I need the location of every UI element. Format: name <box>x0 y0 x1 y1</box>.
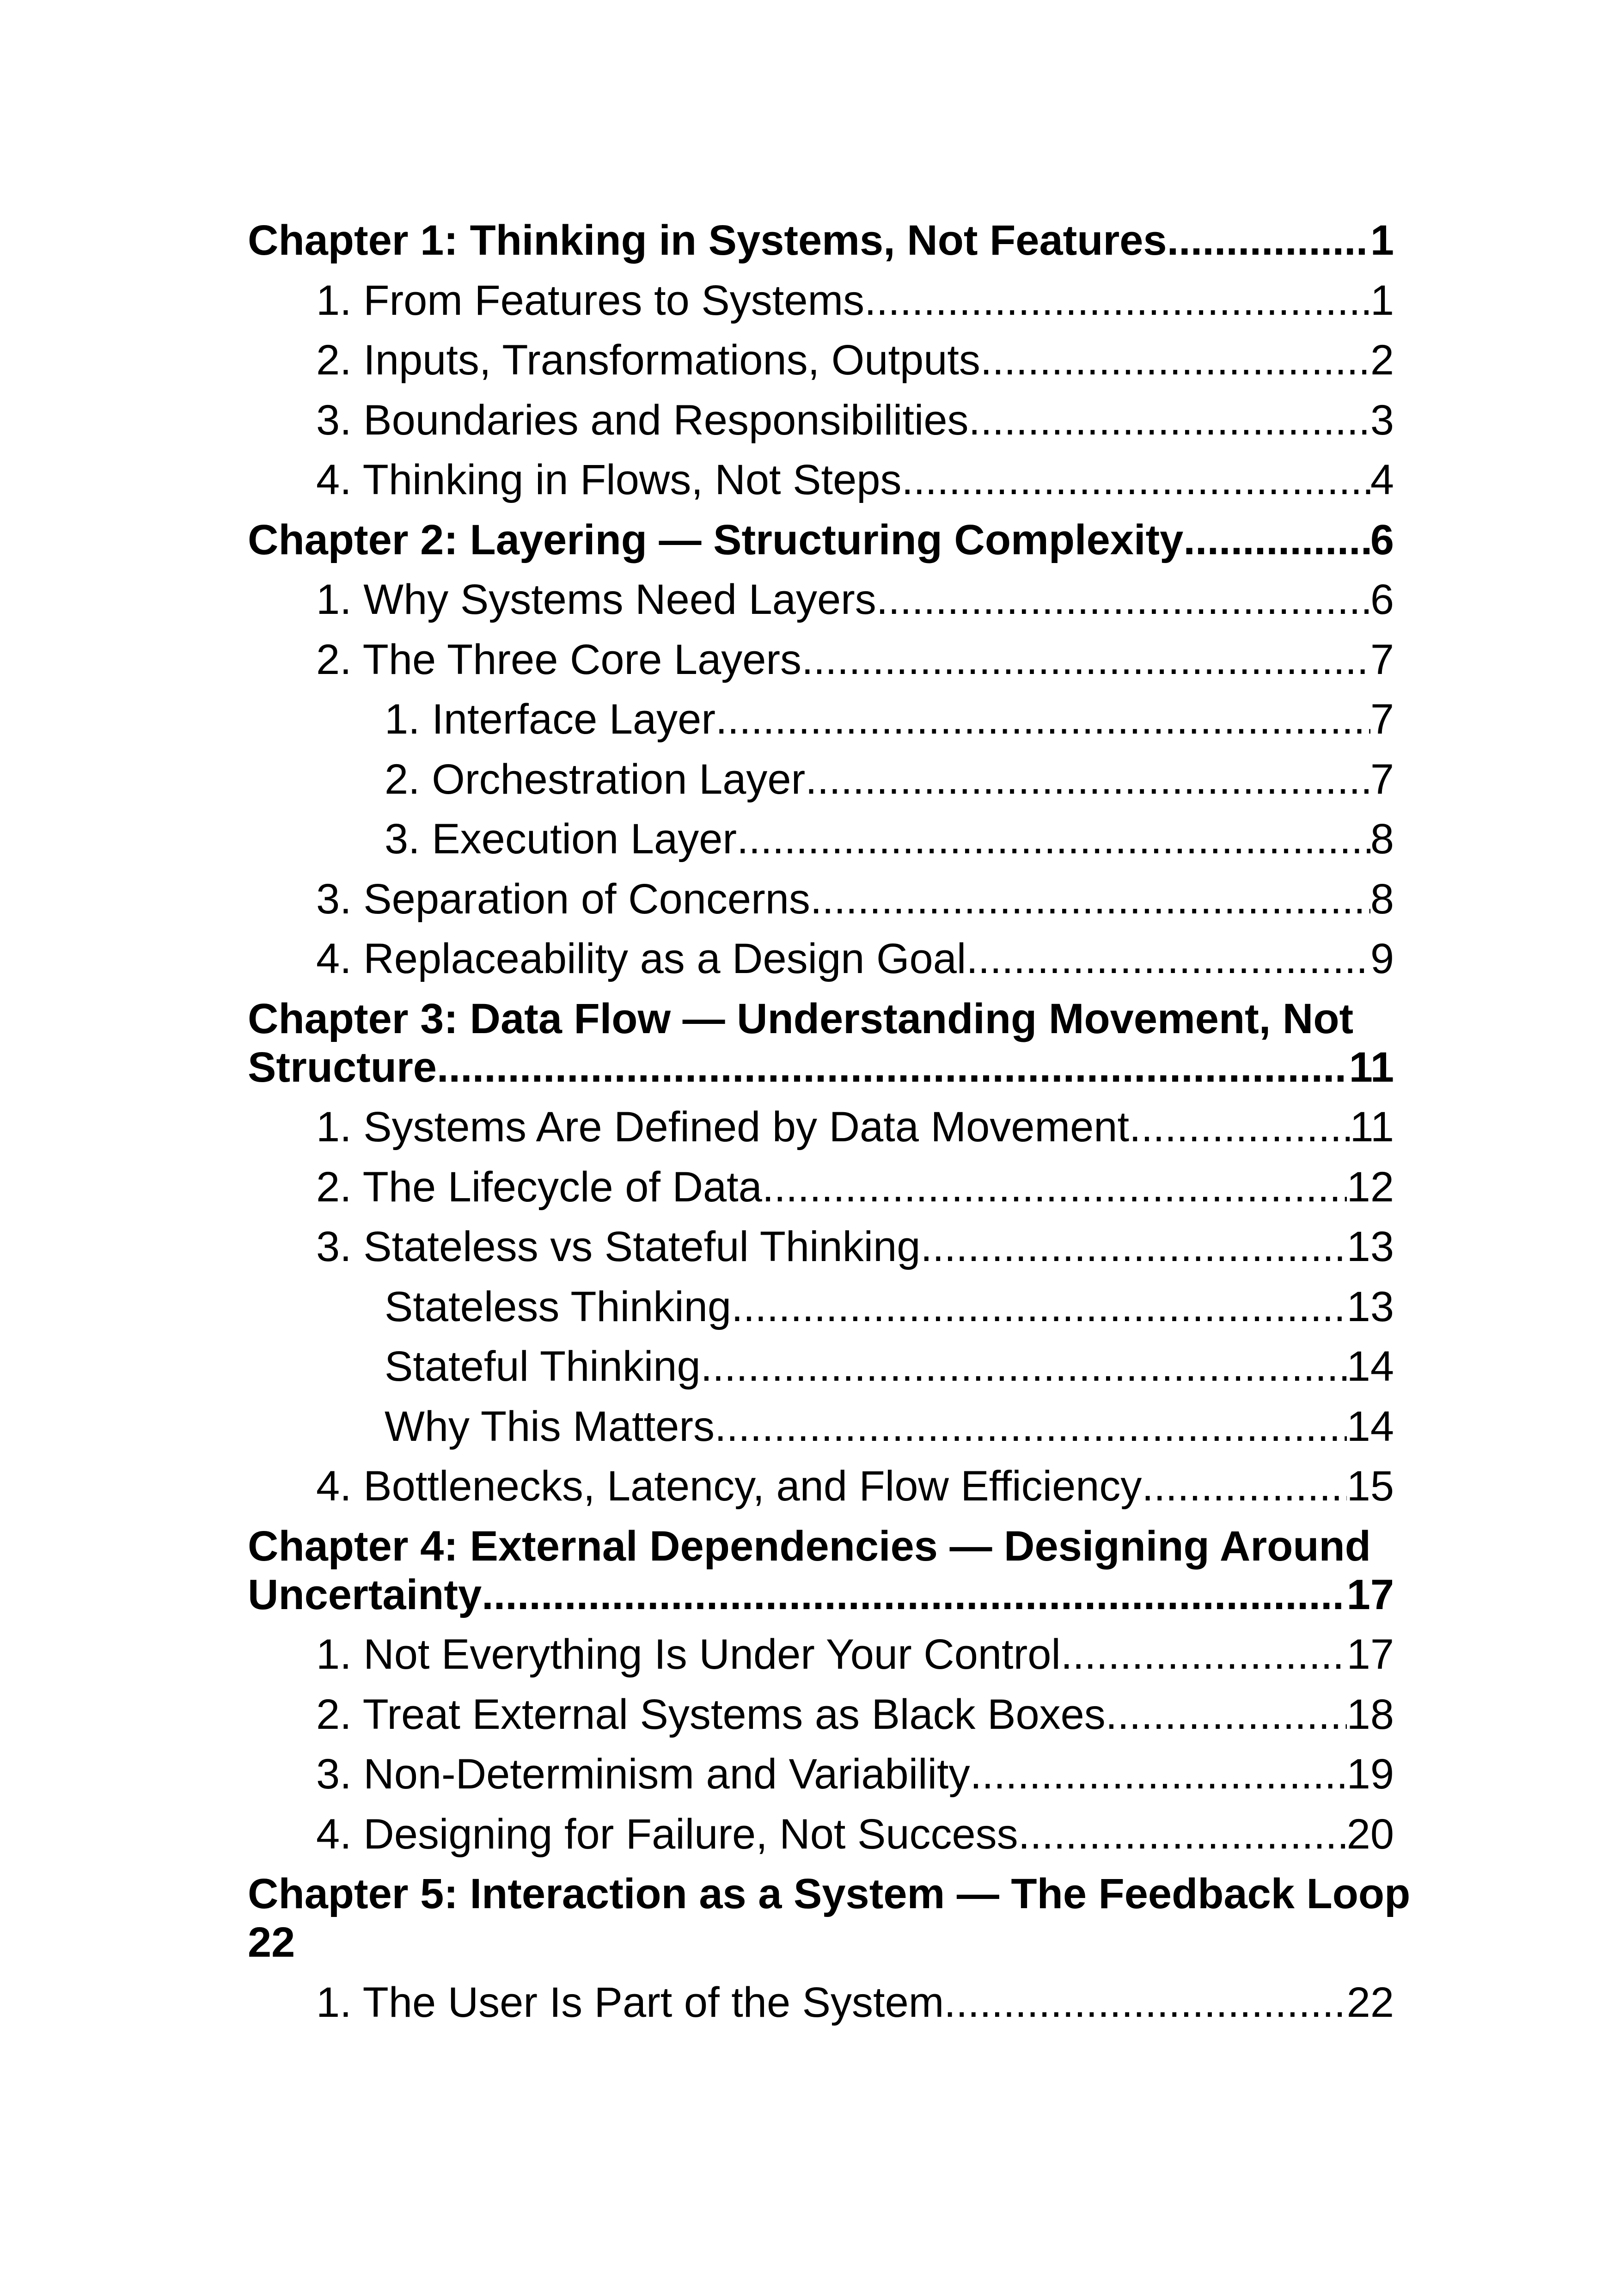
toc-entry-page: 13 <box>1346 1283 1394 1330</box>
toc-section[interactable] <box>248 869 1394 930</box>
toc-section[interactable] <box>248 391 1394 451</box>
toc-entry-title: 1. From Features to Systems <box>316 276 865 324</box>
toc-entry-page: 22 <box>1346 1978 1394 2026</box>
toc-entry-page: 8 <box>1370 815 1394 863</box>
toc-entry-page: 1 <box>1370 217 1394 264</box>
toc-entry-title: Stateless Thinking <box>385 1283 732 1330</box>
dot-leader <box>482 1571 1347 1619</box>
toc-entry-title: 3. Stateless vs Stateful Thinking <box>316 1223 921 1270</box>
toc-entry-title: 4. Thinking in Flows, Not Steps <box>316 456 902 503</box>
toc-entry-page: 6 <box>1370 576 1394 623</box>
toc-entry-page: 7 <box>1370 696 1394 743</box>
toc-section[interactable] <box>248 1973 1394 2033</box>
toc-entry-title: Chapter 5: Interaction as a System — The Feedback Loop <box>248 1870 1411 1917</box>
toc-entry-title: 1. Why Systems Need Layers <box>316 576 876 623</box>
toc-entry-page: 9 <box>1370 935 1394 982</box>
toc-entry-title: Chapter 1: Thinking in Systems, Not Features <box>248 217 1167 264</box>
dot-leader <box>1129 1097 1350 1157</box>
toc-entry-page: 7 <box>1370 755 1394 803</box>
toc-subsection[interactable] <box>248 809 1394 869</box>
toc-entry-page: 11 <box>1350 1103 1394 1151</box>
toc-entry-title: 3. Boundaries and Responsibilities <box>316 396 969 444</box>
toc-entry-title: Chapter 4: External Dependencies — Designing Around <box>248 1522 1371 1570</box>
toc-entry-title: 1. Interface Layer <box>385 696 715 743</box>
toc-entry-title: 1. Not Everything Is Under Your Control <box>316 1631 1061 1678</box>
dot-leader <box>1183 510 1370 570</box>
toc-entry-title: Chapter 3: Data Flow — Understanding Movement, Not <box>248 995 1354 1042</box>
toc-entry-title: Chapter 2: Layering — Structuring Complexity <box>248 516 1184 563</box>
toc-entry-page: 20 <box>1346 1810 1394 1858</box>
dot-leader <box>944 1973 1346 2033</box>
toc-entry-title: 2. The Lifecycle of Data <box>316 1163 762 1211</box>
dot-leader <box>1142 1457 1346 1517</box>
dot-leader <box>901 450 1370 510</box>
toc-entry-page: 18 <box>1346 1690 1394 1738</box>
toc-section[interactable] <box>248 450 1394 510</box>
toc-subsection[interactable] <box>248 690 1394 750</box>
dot-leader <box>980 331 1370 391</box>
toc-entry-page: 3 <box>1370 396 1394 444</box>
toc-section[interactable] <box>248 331 1394 391</box>
toc-chapter-3[interactable] <box>248 989 1394 1098</box>
table-of-contents <box>248 211 1411 2033</box>
toc-section[interactable] <box>248 1805 1394 1865</box>
toc-entry-page: 1 <box>1370 276 1394 324</box>
toc-entry-title: 3. Execution Layer <box>385 815 737 863</box>
dot-leader <box>969 391 1370 451</box>
toc-chapter-2[interactable] <box>248 510 1394 570</box>
toc-entry-page: 6 <box>1370 516 1394 563</box>
dot-leader <box>810 869 1370 930</box>
toc-entry-page: 8 <box>1370 875 1394 923</box>
toc-entry-page: 7 <box>1370 636 1394 683</box>
toc-chapter-5[interactable] <box>248 1864 1411 1973</box>
toc-entry-title: 2. Orchestration Layer <box>385 755 806 803</box>
toc-entry-title: 3. Non-Determinism and Variability <box>316 1751 970 1798</box>
toc-entry-page: 13 <box>1346 1223 1394 1270</box>
toc-section[interactable] <box>248 570 1394 630</box>
toc-subsection[interactable] <box>248 1277 1394 1337</box>
toc-entry-page: 19 <box>1346 1751 1394 1798</box>
toc-subsection[interactable] <box>248 1337 1394 1397</box>
dot-leader <box>762 1157 1347 1218</box>
toc-entry-title-continued: Structure <box>248 1043 437 1091</box>
toc-entry-title-continued: Uncertainty <box>248 1571 482 1618</box>
toc-entry-page: 17 <box>1346 1571 1394 1618</box>
dot-leader <box>1061 1625 1347 1685</box>
dot-leader <box>970 1745 1347 1805</box>
toc-entry-title: 1. The User Is Part of the System <box>316 1978 944 2026</box>
dot-leader <box>864 271 1370 331</box>
toc-entry-title: 4. Replaceability as a Design Goal <box>316 935 966 982</box>
dot-leader <box>437 1043 1349 1092</box>
toc-section[interactable] <box>248 1457 1394 1517</box>
dot-leader <box>701 1337 1347 1397</box>
toc-entry-title: 4. Designing for Failure, Not Success <box>316 1810 1018 1858</box>
toc-section[interactable] <box>248 1097 1394 1157</box>
dot-leader <box>1018 1805 1347 1865</box>
toc-section[interactable] <box>248 1745 1394 1805</box>
dot-leader <box>1106 1685 1347 1745</box>
toc-entry-page: 12 <box>1346 1163 1394 1211</box>
dot-leader <box>715 690 1370 750</box>
dot-leader <box>966 929 1370 989</box>
dot-leader <box>737 809 1370 869</box>
toc-entry-title: Why This Matters <box>385 1402 715 1450</box>
toc-section[interactable] <box>248 929 1394 989</box>
dot-leader <box>1167 211 1370 271</box>
toc-entry-page: 4 <box>1370 456 1394 503</box>
dot-leader <box>801 630 1370 690</box>
toc-chapter-4[interactable] <box>248 1517 1394 1625</box>
toc-section[interactable] <box>248 1685 1394 1745</box>
toc-entry-page: 17 <box>1346 1631 1394 1678</box>
toc-entry-title: 3. Separation of Concerns <box>316 875 810 923</box>
toc-entry-page: 2 <box>1370 337 1394 384</box>
toc-chapter-1[interactable] <box>248 211 1394 271</box>
toc-entry-title: 1. Systems Are Defined by Data Movement <box>316 1103 1130 1151</box>
toc-section[interactable] <box>248 630 1394 690</box>
toc-entry-title: 2. Treat External Systems as Black Boxes <box>316 1690 1106 1738</box>
toc-section[interactable] <box>248 1625 1394 1685</box>
toc-section[interactable] <box>248 1157 1394 1218</box>
toc-subsection[interactable] <box>248 1397 1394 1457</box>
dot-leader <box>920 1217 1346 1277</box>
dot-leader <box>876 570 1370 630</box>
toc-entry-page: 15 <box>1346 1463 1394 1510</box>
toc-entry-page: 11 <box>1349 1043 1394 1091</box>
toc-entry-title: 2. Inputs, Transformations, Outputs <box>316 337 980 384</box>
toc-section[interactable] <box>248 271 1394 331</box>
toc-section[interactable] <box>248 1217 1394 1277</box>
toc-subsection[interactable] <box>248 750 1394 810</box>
toc-entry-title: Stateful Thinking <box>385 1343 701 1390</box>
dot-leader <box>715 1397 1347 1457</box>
toc-entry-page: 14 <box>1346 1343 1394 1390</box>
dot-leader <box>805 750 1370 810</box>
toc-entry-page: 22 <box>248 1919 295 1966</box>
toc-entry-title: 2. The Three Core Layers <box>316 636 802 683</box>
toc-entry-title: 4. Bottlenecks, Latency, and Flow Efficiency <box>316 1463 1142 1510</box>
toc-entry-page: 14 <box>1346 1402 1394 1450</box>
dot-leader <box>731 1277 1347 1337</box>
